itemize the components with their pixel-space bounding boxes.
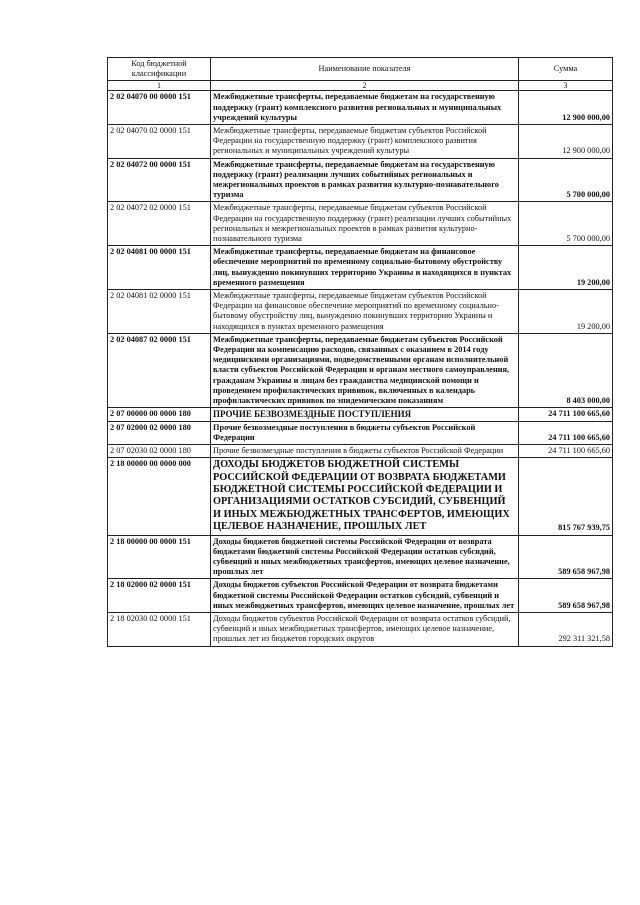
budget-code-cell: 2 18 00000 00 0000 000: [108, 458, 211, 535]
amount-cell: 24 711 100 665,60: [519, 421, 613, 444]
amount-cell: 24 711 100 665,60: [519, 408, 613, 421]
table-row: [108, 579, 613, 613]
header-code: Код бюджетной классификации: [108, 58, 211, 81]
budget-code-cell: 2 07 02030 02 0000 180: [108, 444, 211, 457]
indicator-name-cell: Доходы бюджетов субъектов Российской Федерации от возврата остатков субсидий, субвенций и иных межбюджетных трансфертов, имеющих целевое назначение, прошлых лет из бюджетов городских округов: [211, 612, 519, 646]
table-row: [108, 91, 613, 125]
amount-cell: 19 200,00: [519, 290, 613, 334]
indicator-name-cell: ПРОЧИЕ БЕЗВОЗМЕЗДНЫЕ ПОСТУПЛЕНИЯ: [211, 408, 519, 421]
amount-cell: 19 200,00: [519, 246, 613, 290]
amount-cell: 8 403 000,00: [519, 333, 613, 407]
column-number: 3: [519, 81, 613, 91]
amount-cell: 292 311 321,58: [519, 612, 613, 646]
amount-cell: 589 658 967,98: [519, 579, 613, 613]
table-row: [108, 612, 613, 646]
budget-code-cell: 2 02 04081 00 0000 151: [108, 246, 211, 290]
amount-cell: 5 700 000,00: [519, 202, 613, 246]
budget-code-cell: 2 18 02000 02 0000 151: [108, 579, 211, 613]
budget-code-cell: 2 18 02030 02 0000 151: [108, 612, 211, 646]
header-name: Наименование показателя: [211, 58, 519, 81]
table-header-row: [108, 58, 613, 81]
indicator-name-cell: Межбюджетные трансферты, передаваемые бюджетам субъектов Российской Федерации на государственную поддержку (грант) комплексного развития региональных и муниципальных учреждений культуры: [211, 125, 519, 159]
indicator-name-cell: Прочие безвозмездные поступления в бюджеты субъектов Российской Федерации: [211, 421, 519, 444]
budget-code-cell: 2 18 00000 00 0000 151: [108, 535, 211, 579]
indicator-name-cell: Межбюджетные трансферты, передаваемые бюджетам на государственную поддержку (грант) комплексного развития региональных и муниципальных учреждений культуры: [211, 91, 519, 125]
amount-cell: 5 700 000,00: [519, 158, 613, 202]
amount-cell: 589 658 967,98: [519, 535, 613, 579]
amount-cell: 12 900 000,00: [519, 91, 613, 125]
budget-table: [107, 57, 613, 647]
budget-code-cell: 2 02 04070 02 0000 151: [108, 125, 211, 159]
amount-cell: 815 767 939,75: [519, 458, 613, 535]
column-number-row: [108, 81, 613, 91]
budget-code-cell: 2 07 00000 00 0000 180: [108, 408, 211, 421]
amount-cell: 12 900 000,00: [519, 125, 613, 159]
table-row: [108, 535, 613, 579]
table-row: [108, 458, 613, 535]
table-row: [108, 158, 613, 202]
table-row: [108, 125, 613, 159]
column-number: 2: [211, 81, 519, 91]
indicator-name-cell: Прочие безвозмездные поступления в бюджеты субъектов Российской Федерации: [211, 444, 519, 457]
budget-code-cell: 2 02 04081 02 0000 151: [108, 290, 211, 334]
table-body: [108, 91, 613, 646]
indicator-name-cell: Межбюджетные трансферты, передаваемые бюджетам субъектов Российской Федерации на компенсацию расходов, связанных с оказанием в 2014 году медицинскими организациями, подведомственными органам исполнительной власти субъектов Российской Федерации и органам местного самоуправления, гражданам Украины и лицам без гражданства медицинской помощи и проведением профилактических прививок, включенных в календарь профилактических прививок по эпидемическим показаниям: [211, 333, 519, 407]
indicator-name-cell: Межбюджетные трансферты, передаваемые бюджетам на финансовое обеспечение мероприятий по временному социально-бытовому обустройству лиц, вынужденно покинувших территорию Украины и находящихся в пунктах временного размещения: [211, 246, 519, 290]
column-number: 1: [108, 81, 211, 91]
budget-code-cell: 2 02 04087 02 0000 151: [108, 333, 211, 407]
header-sum: Сумма: [519, 58, 613, 81]
table-row: [108, 444, 613, 457]
budget-sheet: [107, 57, 612, 647]
budget-code-cell: 2 02 04072 02 0000 151: [108, 202, 211, 246]
indicator-name-cell: Межбюджетные трансферты, передаваемые бюджетам на государственную поддержку (грант) реализации лучших событийных региональных и межрегиональных проектов в рамках развития культурно-познавательного туризма: [211, 158, 519, 202]
budget-code-cell: 2 02 04070 00 0000 151: [108, 91, 211, 125]
amount-cell: 24 711 100 665,60: [519, 444, 613, 457]
indicator-name-cell: Доходы бюджетов субъектов Российской Федерации от возврата бюджетами бюджетной системы Российской Федерации остатков субсидий, субвенций и иных межбюджетных трансфертов, имеющих целевое назначение, прошлых лет: [211, 579, 519, 613]
indicator-name-cell: ДОХОДЫ БЮДЖЕТОВ БЮДЖЕТНОЙ СИСТЕМЫ РОССИЙСКОЙ ФЕДЕРАЦИИ ОТ ВОЗВРАТА БЮДЖЕТАМИ БЮДЖЕТНОЙ СИСТЕМЫ РОССИЙСКОЙ ФЕДЕРАЦИИ И ОРГАНИЗАЦИЯМИ ОСТАТКОВ СУБСИДИЙ, СУБВЕНЦИЙ И ИНЫХ МЕЖБЮДЖЕТНЫХ ТРАНСФЕРТОВ, ИМЕЮЩИХ ЦЕЛЕВОЕ НАЗНАЧЕНИЕ, ПРОШЛЫХ ЛЕТ: [211, 458, 519, 535]
budget-code-cell: 2 02 04072 00 0000 151: [108, 158, 211, 202]
table-row: [108, 290, 613, 334]
table-row: [108, 202, 613, 246]
indicator-name-cell: Межбюджетные трансферты, передаваемые бюджетам субъектов Российской Федерации на государственную поддержку (грант) реализации лучших событийных региональных и межрегиональных проектов в рамках развития культурно-познавательного туризма: [211, 202, 519, 246]
budget-code-cell: 2 07 02000 02 0000 180: [108, 421, 211, 444]
indicator-name-cell: Доходы бюджетов бюджетной системы Российской Федерации от возврата бюджетами бюджетной системы Российской Федерации остатков субсидий, субвенций и иных межбюджетных трансфертов, имеющих целевое назначение, прошлых лет: [211, 535, 519, 579]
table-row: [108, 408, 613, 421]
table-row: [108, 421, 613, 444]
table-row: [108, 246, 613, 290]
table-row: [108, 333, 613, 407]
indicator-name-cell: Межбюджетные трансферты, передаваемые бюджетам субъектов Российской Федерации на финансовое обеспечение мероприятий по временному социально-бытовому обустройству лиц, вынужденно покинувших территорию Украины и находящихся в пунктах временного размещения: [211, 290, 519, 334]
